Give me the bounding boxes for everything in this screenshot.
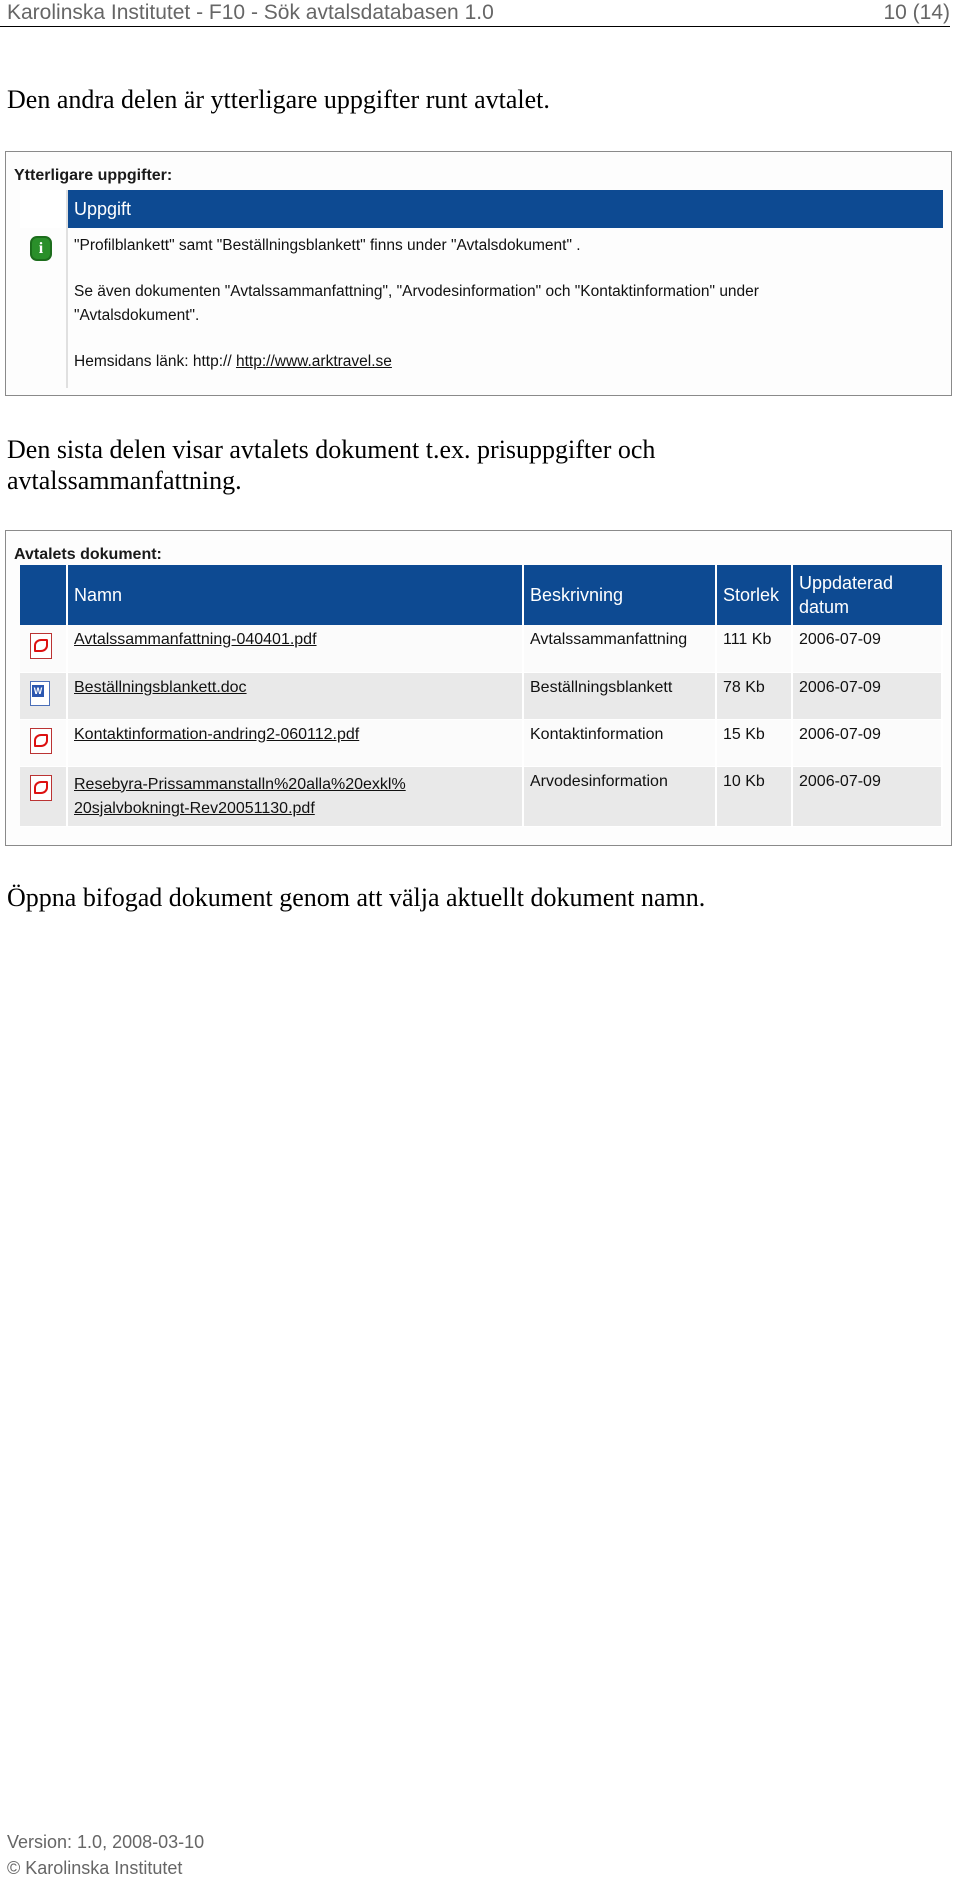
intro-paragraph: Den andra delen är ytterligare uppgifter runt avtalet. — [7, 85, 550, 114]
page-header — [0, 0, 950, 27]
document-name-cell — [67, 766, 523, 826]
document-size: 78 Kb — [716, 672, 792, 719]
documents-title: Avtalets dokument: — [14, 546, 162, 563]
document-description: Arvodesinformation — [523, 766, 716, 826]
file-icon-cell — [20, 672, 67, 719]
document-name-cell — [67, 672, 523, 719]
icon-column-header — [20, 565, 67, 625]
info-icon-cell — [20, 228, 67, 388]
pdf-icon[interactable] — [30, 728, 52, 754]
table-row — [20, 625, 942, 672]
file-icon-cell — [20, 719, 67, 766]
document-date: 2006-07-09 — [792, 625, 942, 672]
pdf-icon[interactable] — [30, 633, 52, 659]
documents-paragraph — [7, 434, 655, 496]
document-link[interactable]: Avtalssammanfattning-040401.pdf — [74, 631, 317, 648]
table-row — [20, 672, 942, 719]
icon-column-header — [20, 190, 67, 228]
uppdaterad-label-line-1: Uppdaterad — [799, 573, 894, 593]
pdf-icon[interactable] — [30, 775, 52, 801]
word-doc-icon[interactable] — [30, 681, 50, 706]
document-link-line-1: Resebyra-Prissammanstalln%20alla%20exkl% — [74, 775, 406, 793]
version-text: Version: 1.0, 2008-03-10 — [7, 1832, 205, 1852]
extra-info-title: Ytterligare uppgifter: — [14, 167, 173, 184]
document-link[interactable] — [74, 776, 406, 817]
uppdaterad-column-header[interactable] — [792, 565, 942, 625]
document-description: Avtalssammanfattning — [523, 625, 716, 672]
documents-paragraph-line-2: avtalssammanfattning. — [7, 466, 242, 495]
document-date: 2006-07-09 — [792, 719, 942, 766]
extra-info-table — [20, 190, 943, 388]
document-description: Kontaktinformation — [523, 719, 716, 766]
storlek-column-header[interactable]: Storlek — [716, 565, 792, 625]
table-row — [20, 766, 942, 826]
beskrivning-column-header[interactable]: Beskrivning — [523, 565, 716, 625]
document-link[interactable]: Beställningsblankett.doc — [74, 678, 247, 696]
document-date: 2006-07-09 — [792, 766, 942, 826]
extra-info-line-3: "Avtalsdokument". — [74, 307, 200, 324]
uppdaterad-label-line-2: datum — [799, 597, 850, 617]
open-instructions: Öppna bifogad dokument genom att välja aktuellt dokument namn. — [7, 883, 706, 912]
homepage-link[interactable]: http://www.arktravel.se — [235, 353, 392, 370]
uppgift-column-header: Uppgift — [67, 190, 943, 228]
file-icon-cell — [20, 625, 67, 672]
document-name-cell — [67, 625, 523, 672]
document-size: 10 Kb — [716, 766, 792, 826]
documents-table — [20, 565, 943, 827]
namn-column-header[interactable]: Namn — [67, 565, 523, 625]
documents-paragraph-line-1: Den sista delen visar avtalets dokument t.ex. prisuppgifter och — [7, 435, 656, 464]
homepage-label: Hemsidans länk: http:// — [74, 353, 232, 370]
document-link-line-2: 20sjalvbokningt-Rev20051130.pdf — [74, 799, 315, 817]
copyright-text: © Karolinska Institutet — [7, 1858, 183, 1878]
homepage-row — [74, 350, 937, 374]
page-number: 10 (14) — [883, 1, 950, 24]
table-row — [20, 719, 942, 766]
document-description: Beställningsblankett — [523, 672, 716, 719]
document-title: Karolinska Institutet - F10 - Sök avtalsdatabasen 1.0 — [7, 1, 494, 24]
document-size: 111 Kb — [716, 625, 792, 672]
document-date: 2006-07-09 — [792, 672, 942, 719]
document-size: 15 Kb — [716, 719, 792, 766]
extra-info-line-2: Se även dokumenten "Avtalssammanfattning", "Arvodesinformation" och "Kontaktinformation" under — [74, 283, 759, 300]
extra-info-content — [67, 228, 943, 388]
info-icon — [30, 236, 52, 261]
documents-panel — [5, 530, 952, 846]
file-icon-cell — [20, 766, 67, 826]
extra-info-panel — [5, 151, 952, 396]
extra-info-line-1: "Profilblankett" samt "Beställningsblankett" finns under "Avtalsdokument" . — [74, 237, 581, 254]
document-name-cell — [67, 719, 523, 766]
document-link[interactable]: Kontaktinformation-andring2-060112.pdf — [74, 725, 360, 743]
